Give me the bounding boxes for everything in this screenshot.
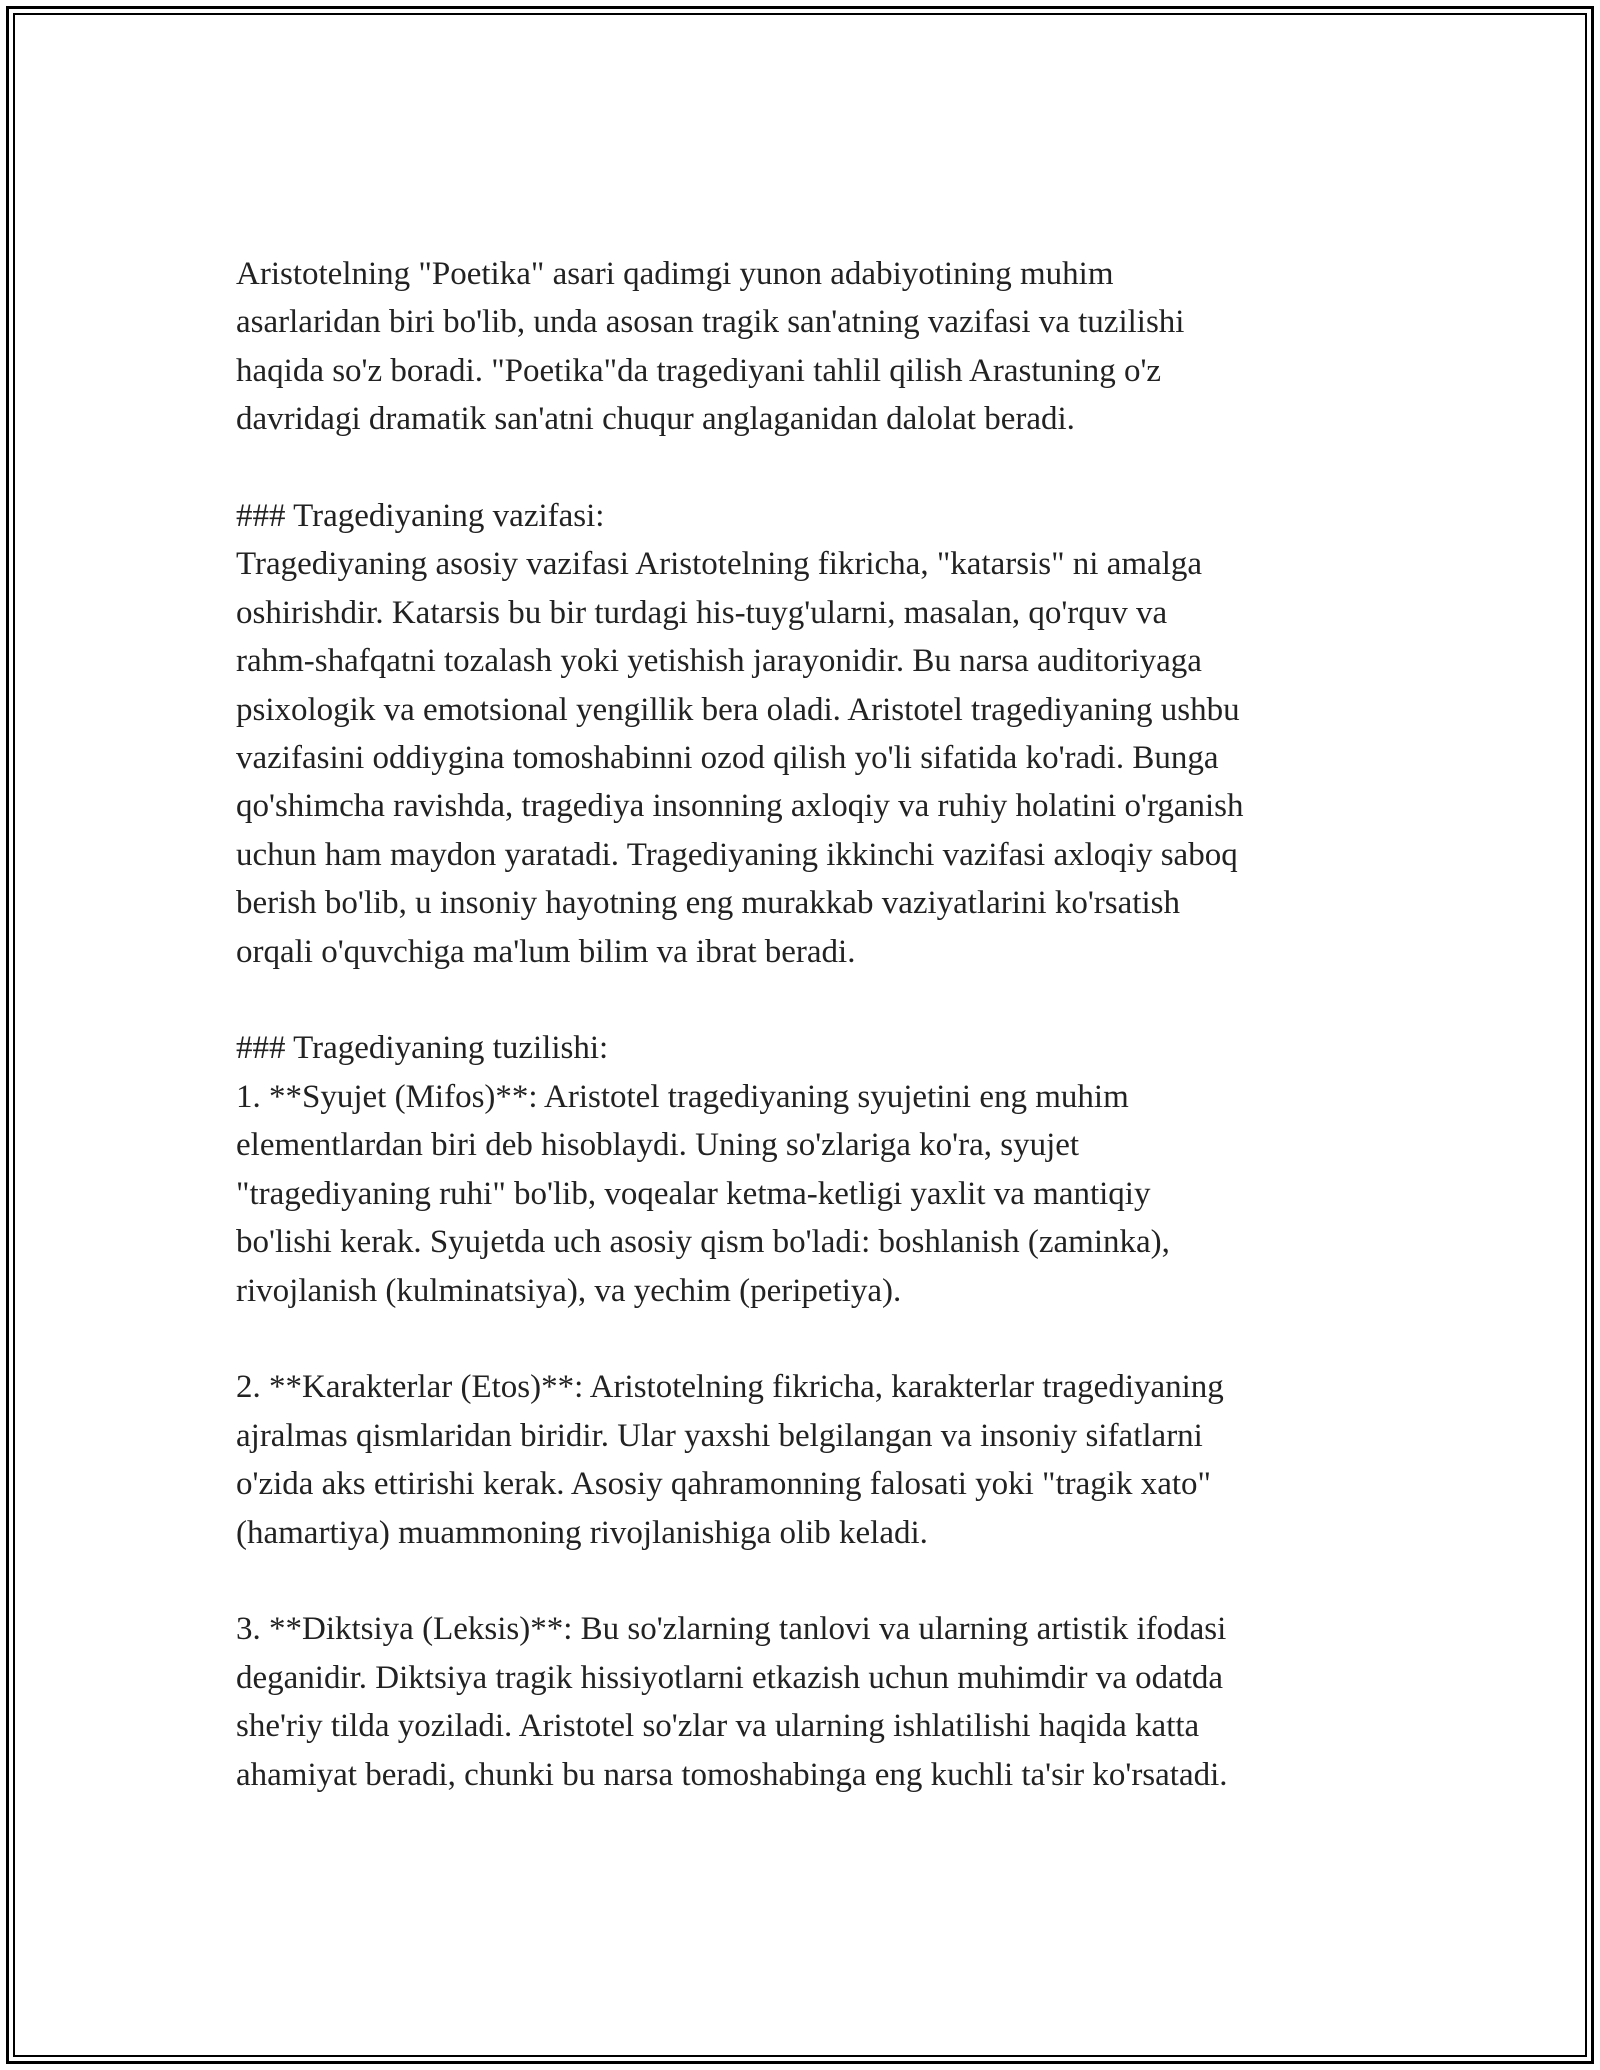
text-line: bo'lishi kerak. Syujetda uch asosiy qism bo'ladi: boshlanish (zaminka),	[236, 1224, 1170, 1261]
text-line: davridagi dramatik san'atni chuqur anglaganidan dalolat beradi.	[236, 401, 1075, 438]
text-line: she'riy tilda yoziladi. Aristotel so'zlar va ularning ishlatilishi haqida katta	[236, 1708, 1200, 1745]
section-tuzilishi-item-3	[236, 1605, 1366, 1799]
text-line: Aristotelning "Poetika" asari qadimgi yunon adabiyotining muhim	[236, 256, 1114, 292]
document-body	[236, 250, 1366, 1847]
text-line: qo'shimcha ravishda, tragediya insonning axloqiy va ruhiy holatini o'rganish	[236, 788, 1244, 825]
text-line: rahm-shafqatni tozalash yoki yetishish jarayonidir. Bu narsa auditoriyaga	[236, 643, 1202, 680]
text-line: asarlaridan biri bo'lib, unda asosan tragik san'atning vazifasi va tuzilishi	[236, 304, 1185, 341]
text-line: orqali o'quvchiga ma'lum bilim va ibrat beradi.	[236, 933, 856, 970]
section-vazifasi	[236, 492, 1366, 976]
text-line: 2. **Karakterlar (Etos)**: Aristotelning fikricha, karakterlar tragediyaning	[236, 1369, 1224, 1406]
text-line: ahamiyat beradi, chunki bu narsa tomoshabinga eng kuchli ta'sir ko'rsatadi.	[236, 1756, 1228, 1793]
text-line: uchun ham maydon yaratadi. Tragediyaning ikkinchi vazifasi axloqiy saboq	[236, 836, 1238, 873]
text-line: psixologik va emotsional yengillik bera oladi. Aristotel tragediyaning ushbu	[236, 691, 1240, 728]
text-line: o'zida aks ettirishi kerak. Asosiy qahramonning falosati yoki "tragik xato"	[236, 1466, 1212, 1503]
intro-paragraph	[236, 250, 1366, 444]
text-line: berish bo'lib, u insoniy hayotning eng murakkab vaziyatlarini ko'rsatish	[236, 885, 1180, 922]
text-line: "tragediyaning ruhi" bo'lib, voqealar ketma-ketligi yaxlit va mantiqiy	[236, 1175, 1151, 1212]
text-line: rivojlanish (kulminatsiya), va yechim (peripetiya).	[236, 1272, 902, 1309]
text-line: deganidir. Diktsiya tragik hissiyotlarni etkazish uchun muhimdir va odatda	[236, 1659, 1224, 1696]
text-line: Tragediyaning asosiy vazifasi Aristotelning fikricha, "katarsis" ni amalga	[236, 546, 1203, 583]
text-line: oshirishdir. Katarsis bu bir turdagi his-tuyg'ularni, masalan, qo'rquv va	[236, 594, 1168, 631]
section-tuzilishi-item-2	[236, 1363, 1366, 1557]
text-line: 1. **Syujet (Mifos)**: Aristotel tragediyaning syujetini eng muhim	[236, 1078, 1129, 1115]
text-line: (hamartiya) muammoning rivojlanishiga olib keladi.	[236, 1514, 928, 1551]
text-line: vazifasini oddiygina tomoshabinni ozod qilish yo'li sifatida ko'radi. Bunga	[236, 740, 1219, 777]
section-tuzilishi-item-1	[236, 1024, 1366, 1314]
section-heading: ### Tragediyaning vazifasi:	[236, 498, 605, 535]
text-line: ajralmas qismlaridan biridir. Ular yaxshi belgilangan va insoniy sifatlarni	[236, 1417, 1203, 1454]
text-line: elementlardan biri deb hisoblaydi. Uning so'zlariga ko'ra, syujet	[236, 1127, 1080, 1164]
section-heading: ### Tragediyaning tuzilishi:	[236, 1030, 609, 1067]
text-line: 3. **Diktsiya (Leksis)**: Bu so'zlarning tanlovi va ularning artistik ifodasi	[236, 1611, 1227, 1648]
text-line: haqida so'z boradi. "Poetika"da tragediyani tahlil qilish Arastuning o'z	[236, 352, 1162, 389]
